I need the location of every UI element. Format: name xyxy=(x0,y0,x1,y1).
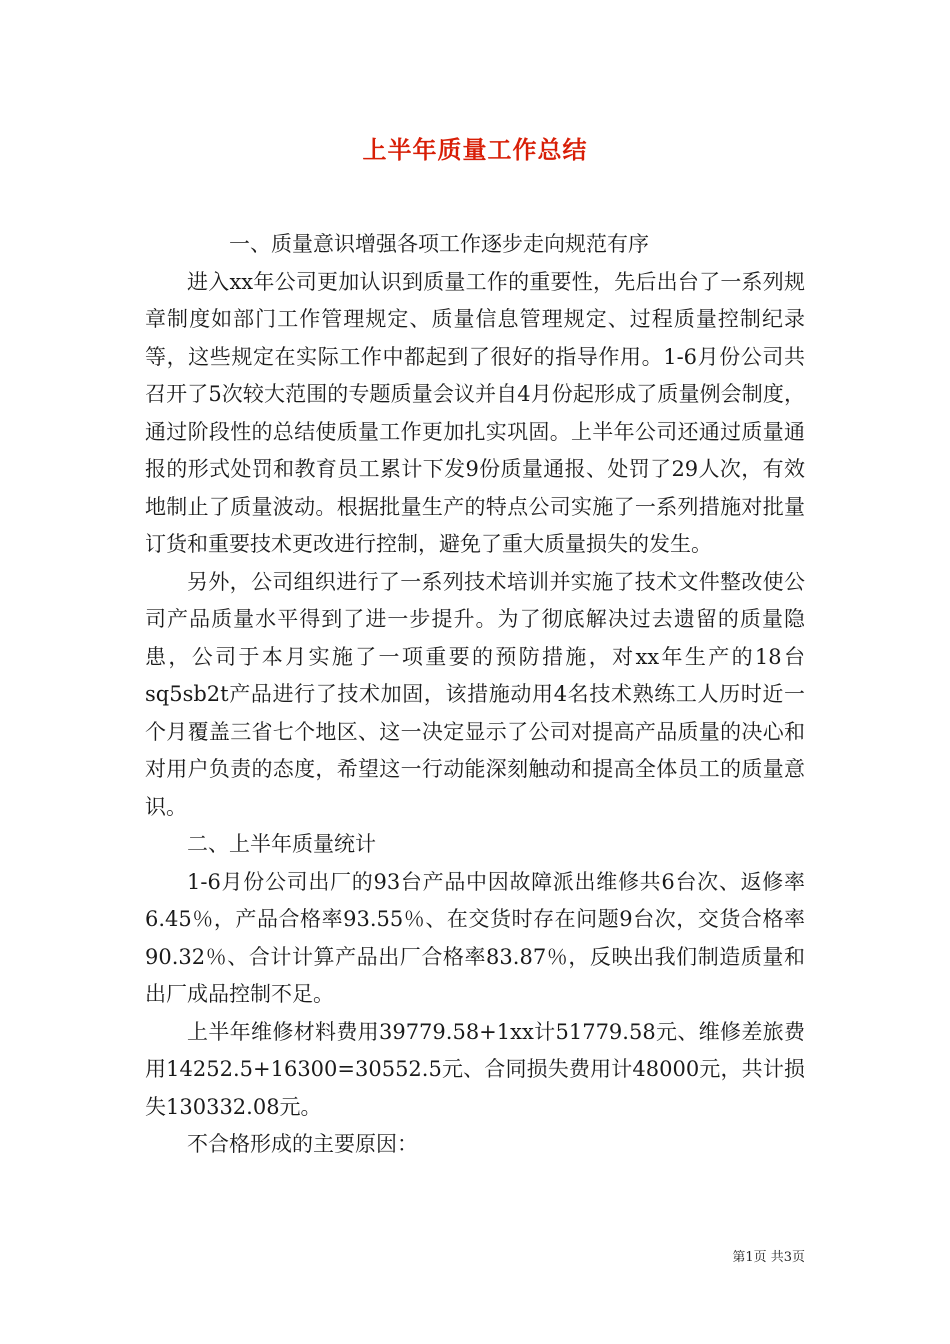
paragraph-causes: 不合格形成的主要原因： xyxy=(187,1132,418,1156)
document-body xyxy=(145,226,805,1164)
section-heading-quality-awareness: 一、质量意识增强各项工作逐步走向规范有序 xyxy=(229,232,649,256)
page-title: 上半年质量工作总结 xyxy=(362,136,588,164)
page-number: 第1页 共3页 xyxy=(732,1250,805,1265)
paragraph-costs: 上半年维修材料费用39779.58+1xx计51779.58元、维修差旅费用14252.5+16300=30552.5元、合同损失费用计48000元，共计损失130332.08元。 xyxy=(145,1019,805,1119)
section-heading-statistics: 二、上半年质量统计 xyxy=(187,832,376,856)
paragraph-regulations: 进入xx年公司更加认识到质量工作的重要性，先后出台了一系列规章制度如部门工作管理规定、质量信息管理规定、过程质量控制纪录等，这些规定在实际工作中都起到了很好的指导作用。1-6月份公司共召开了5次较大范围的专题质量会议并自4月份起形成了质量例会制度，通过阶段性的总结使质量工作更加扎实巩固。上半年公司还通过质量通报的形式处罚和教育员工累计下发9份质量通报、处罚了29人次，有效地制止了质量波动。根据批量生产的特点公司实施了一系列措施对批量订货和重要技术更改进行控制，避免了重大质量损失的发生。 xyxy=(145,269,805,556)
paragraph-statistics: 1-6月份公司出厂的93台产品中因故障派出维修共6台次、返修率6.45％，产品合格率93.55％、在交货时存在问题9台次，交货合格率90.32％、合计计算产品出厂合格率83.87％，反映出我们制造质量和出厂成品控制不足。 xyxy=(145,869,805,1006)
paragraph-training: 另外，公司组织进行了一系列技术培训并实施了技术文件整改使公司产品质量水平得到了进一步提升。为了彻底解决过去遗留的质量隐患，公司于本月实施了一项重要的预防措施，对xx年生产的18台sq5sb2t产品进行了技术加固，该措施动用4名技术熟练工人历时近一个月覆盖三省七个地区、这一决定显示了公司对提高产品质量的决心和对用户负责的态度，希望这一行动能深刻触动和提高全体员工的质量意识。 xyxy=(145,569,805,819)
